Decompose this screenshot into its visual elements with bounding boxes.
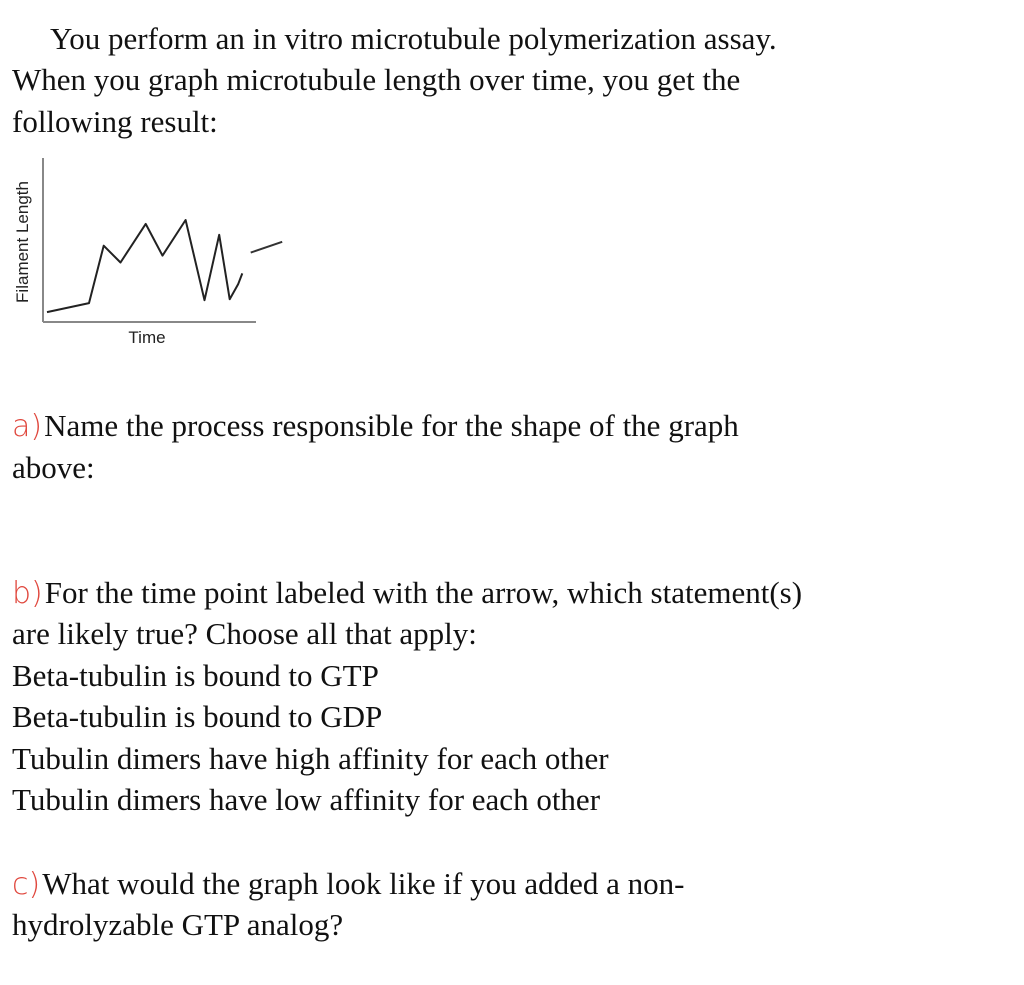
question-c-line-2: hydrolyzable GTP analog? (12, 907, 344, 942)
x-axis-label: Time (128, 328, 166, 347)
filament-length-graph (0, 150, 300, 355)
y-axis-label: Filament Length (13, 181, 32, 303)
option-2: Beta-tubulin is bound to GDP (12, 699, 383, 734)
arrow-marker (251, 242, 283, 253)
option-1: Beta-tubulin is bound to GTP (12, 658, 379, 693)
question-b-text: For the time point labeled with the arrow, which statement(s) (44, 575, 803, 610)
question-c-marker: c) (12, 867, 41, 902)
question-b-marker: b) (12, 576, 43, 611)
intro-line-2: When you graph microtubule length over time, you get the (12, 62, 741, 97)
question-b-line-2: are likely true? Choose all that apply: (12, 616, 477, 651)
question-a-line-1 (12, 405, 739, 448)
question-c-line-1 (12, 863, 684, 906)
intro-line-3: following result: (12, 104, 218, 139)
intro-line-1: You perform an in vitro microtubule polymerization assay. (50, 21, 777, 56)
question-a-line-2: above: (12, 450, 95, 485)
question-b-line-1 (12, 572, 802, 615)
question-a-marker: a) (12, 409, 43, 444)
question-a-text: Name the process responsible for the shape of the graph (44, 408, 739, 443)
question-c-text: What would the graph look like if you added a non- (42, 866, 685, 901)
filament-length-series (47, 220, 242, 312)
option-4: Tubulin dimers have low affinity for each other (12, 782, 601, 817)
option-3: Tubulin dimers have high affinity for each other (12, 741, 609, 776)
